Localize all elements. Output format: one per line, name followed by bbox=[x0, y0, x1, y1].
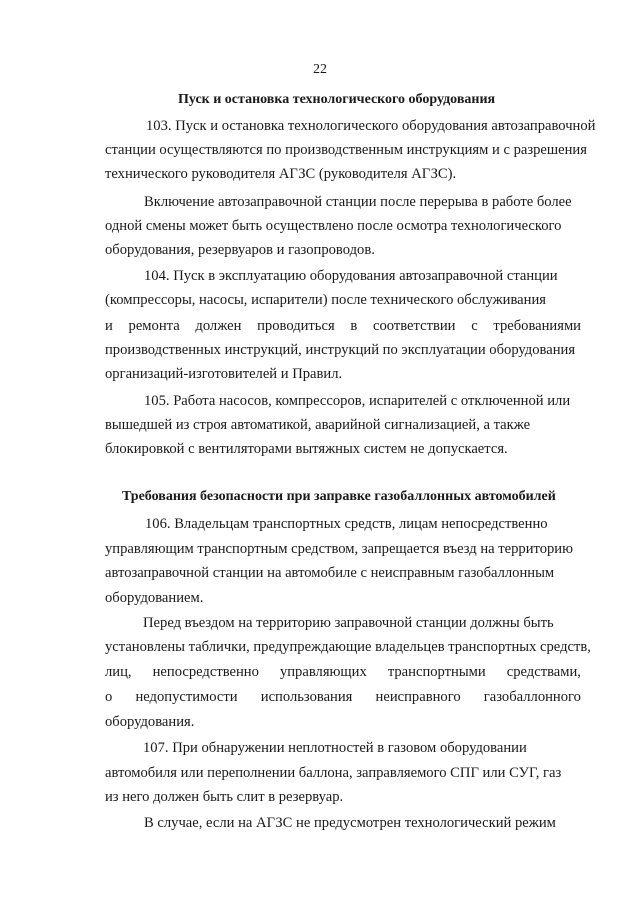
text-line: оборудования, резервуаров и газопроводов. bbox=[105, 242, 375, 258]
word: транспортными bbox=[387, 664, 486, 680]
word: о bbox=[105, 689, 113, 705]
word: средствами, bbox=[506, 664, 581, 680]
word: управляющих bbox=[279, 664, 367, 680]
text-line: управляющим транспортным средством, запрещается въезд на территорию bbox=[105, 541, 574, 557]
text-line: из него должен быть слит в резервуар. bbox=[105, 789, 344, 805]
word: и bbox=[105, 318, 113, 334]
text-line: одной смены может быть осуществлено после осмотра технологического bbox=[105, 218, 562, 234]
page-number: 22 bbox=[313, 62, 327, 77]
text-line: (компрессоры, насосы, испарители) после технического обслуживания bbox=[105, 292, 546, 308]
word: должен bbox=[195, 318, 242, 334]
text-line: 105. Работа насосов, компрессоров, испарителей с отключенной или bbox=[144, 393, 571, 409]
word: непосредственно bbox=[152, 664, 259, 680]
word: требованиями bbox=[493, 318, 581, 334]
text-line: блокировкой с вентиляторами вытяжных систем не допускается. bbox=[105, 441, 508, 457]
word: ремонта bbox=[128, 318, 180, 334]
text-line: оборудования. bbox=[105, 714, 195, 730]
word: недопустимости bbox=[135, 689, 238, 705]
word: лиц, bbox=[105, 664, 132, 680]
text-line: оборудованием. bbox=[105, 590, 204, 606]
text-line: 107. При обнаружении неплотностей в газовом оборудовании bbox=[143, 740, 527, 756]
text-line: автомобиля или переполнении баллона, заправляемого СПГ или СУГ, газ bbox=[105, 765, 562, 781]
text-line: 106. Владельцам транспортных средств, лицам непосредственно bbox=[145, 516, 548, 532]
text-line: 103. Пуск и остановка технологического оборудования автозаправочной bbox=[146, 118, 596, 134]
text-line: технического руководителя АГЗС (руководителя АГЗС). bbox=[105, 166, 457, 182]
word: соответствии bbox=[373, 318, 456, 334]
section-heading-safety: Требования безопасности при заправке газобаллонных автомобилей bbox=[122, 489, 556, 504]
word: проводиться bbox=[257, 318, 335, 334]
text-line: вышедшей из строя автоматикой, аварийной сигнализацией, а также bbox=[105, 417, 531, 433]
text-line: 104. Пуск в эксплуатацию оборудования автозаправочной станции bbox=[144, 268, 558, 284]
word: с bbox=[471, 318, 478, 334]
text-line-justified bbox=[105, 688, 581, 706]
text-line-justified bbox=[105, 317, 581, 335]
text-line: установлены таблички, предупреждающие владельцев транспортных средств, bbox=[105, 639, 591, 655]
text-line: Включение автозаправочной станции после перерыва в работе более bbox=[144, 194, 572, 210]
text-line: автозаправочной станции на автомобиле с неисправным газобаллонным bbox=[105, 565, 555, 581]
word: использования bbox=[260, 689, 353, 705]
text-line: организаций-изготовителей и Правил. bbox=[105, 366, 343, 382]
text-line: В случае, если на АГЗС не предусмотрен технологический режим bbox=[144, 815, 556, 831]
word: в bbox=[350, 318, 358, 334]
text-line: Перед въездом на территорию заправочной станции должны быть bbox=[143, 615, 554, 631]
section-heading-startup: Пуск и остановка технологического оборудования bbox=[178, 92, 496, 107]
text-line-justified bbox=[105, 663, 581, 681]
text-line: станции осуществляются по производственным инструкциям и с разрешения bbox=[105, 142, 587, 158]
word: газобаллонного bbox=[483, 689, 581, 705]
text-line: производственных инструкций, инструкций по эксплуатации оборудования bbox=[105, 342, 576, 358]
word: неисправного bbox=[375, 689, 461, 705]
